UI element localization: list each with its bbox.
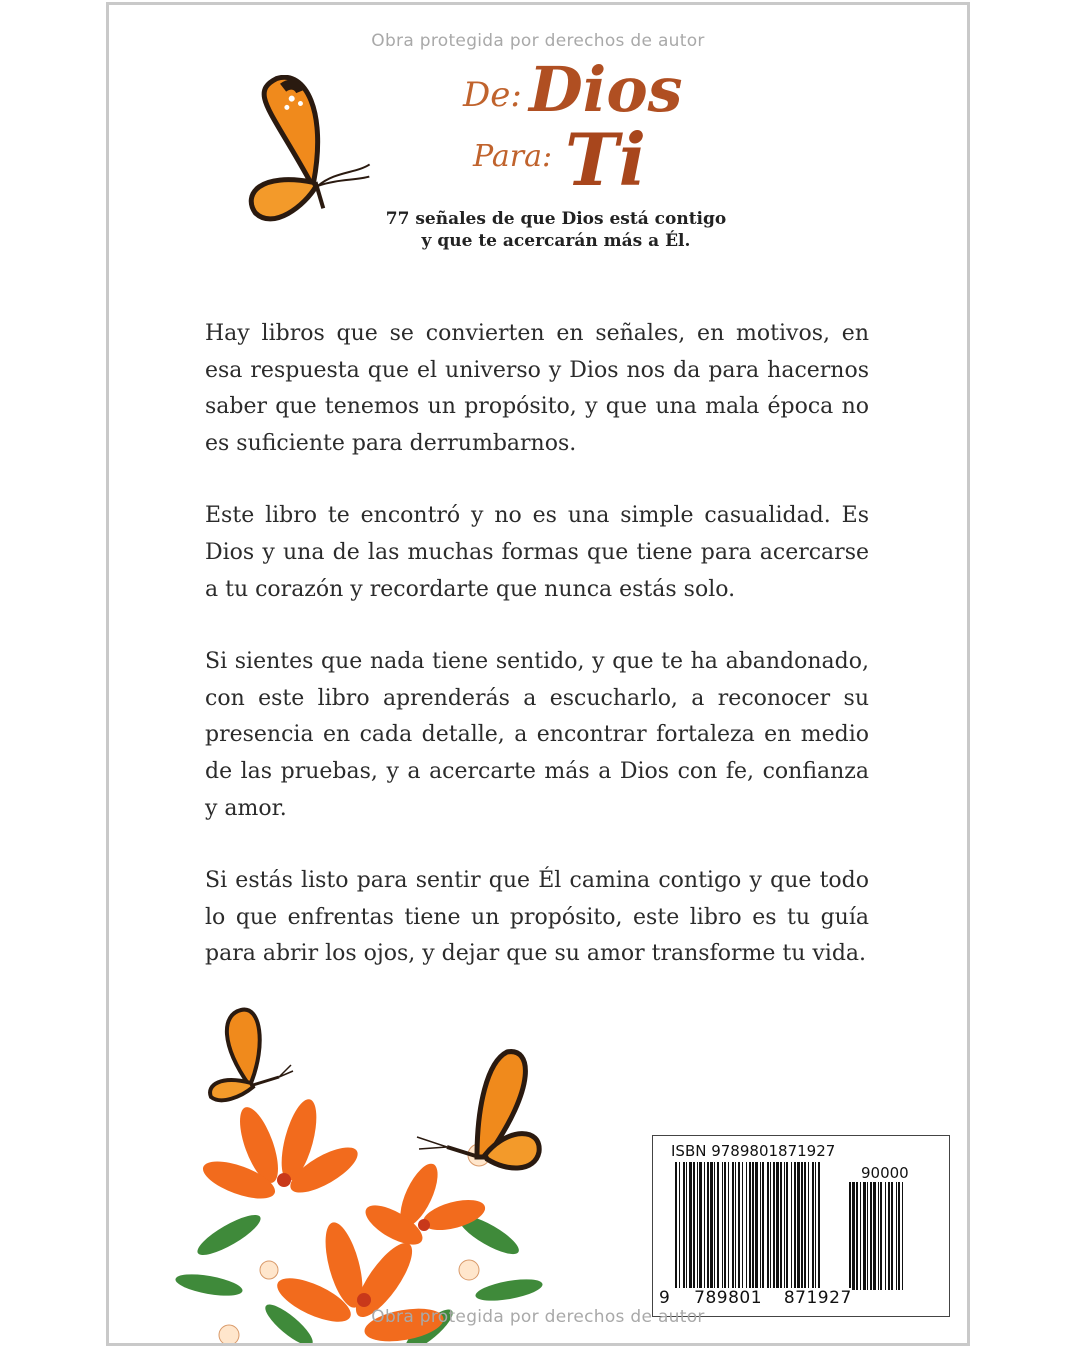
isbn-digits-group-2: 871927 bbox=[783, 1288, 852, 1308]
barcode-bars bbox=[675, 1162, 843, 1302]
subtitle-line-1: 77 señales de que Dios está contigo bbox=[385, 209, 727, 229]
butterfly-icon bbox=[201, 1005, 301, 1105]
isbn-label: ISBN 9789801871927 bbox=[671, 1142, 836, 1160]
blurb-paragraph: Si estás listo para sentir que Él camina contigo y que todo lo que enfrentas tiene un propósito, este libro es tu guía para abrir los ojos, y dejar que su amor transforme tu vida. bbox=[205, 868, 869, 967]
isbn-digits-group-1: 789801 bbox=[694, 1288, 763, 1308]
isbn-barcode bbox=[652, 1135, 950, 1317]
price-code: 90000 bbox=[861, 1164, 909, 1182]
title-dios: Dios bbox=[529, 53, 683, 126]
butterfly-icon bbox=[407, 1047, 547, 1187]
blurb-paragraph: Este libro te encontró y no es una simple casualidad. Es Dios y una de las muchas formas que tiene para acercarse a tu corazón y recordarte que nunca estás solo. bbox=[205, 503, 869, 602]
isbn-digits bbox=[659, 1288, 852, 1308]
blurb-paragraph: Hay libros que se convierten en señales, en motivos, en esa respuesta que el universo y Dios nos da para hacernos saber que tenemos un propósito, y que una mala época no es suficiente para derrumbarnos. bbox=[205, 321, 869, 456]
cover-title bbox=[459, 53, 683, 207]
barcode-addon-bars bbox=[849, 1182, 933, 1290]
blurb-text bbox=[205, 316, 869, 1009]
blurb-paragraph: Si sientes que nada tiene sentido, y que te ha abandonado, con este libro aprenderás a escucharlo, a reconocer su presencia en cada detalle, a encontrar fortaleza en medio de las pruebas, y a acercarte más a Dios con fe, confianza y amor. bbox=[205, 649, 869, 821]
subtitle-line-2: y que te acercarán más a Él. bbox=[421, 231, 691, 251]
title-de: De: bbox=[463, 75, 522, 115]
copyright-watermark-bottom: Obra protegida por derechos de autor bbox=[371, 1307, 705, 1327]
butterfly-icon bbox=[237, 75, 377, 225]
title-ti: Ti bbox=[565, 117, 646, 202]
cover-subtitle bbox=[339, 208, 773, 252]
copyright-watermark-top: Obra protegida por derechos de autor bbox=[371, 31, 705, 51]
title-para: Para: bbox=[473, 139, 553, 174]
book-back-cover bbox=[106, 2, 970, 1346]
isbn-digit-first: 9 bbox=[659, 1288, 671, 1308]
